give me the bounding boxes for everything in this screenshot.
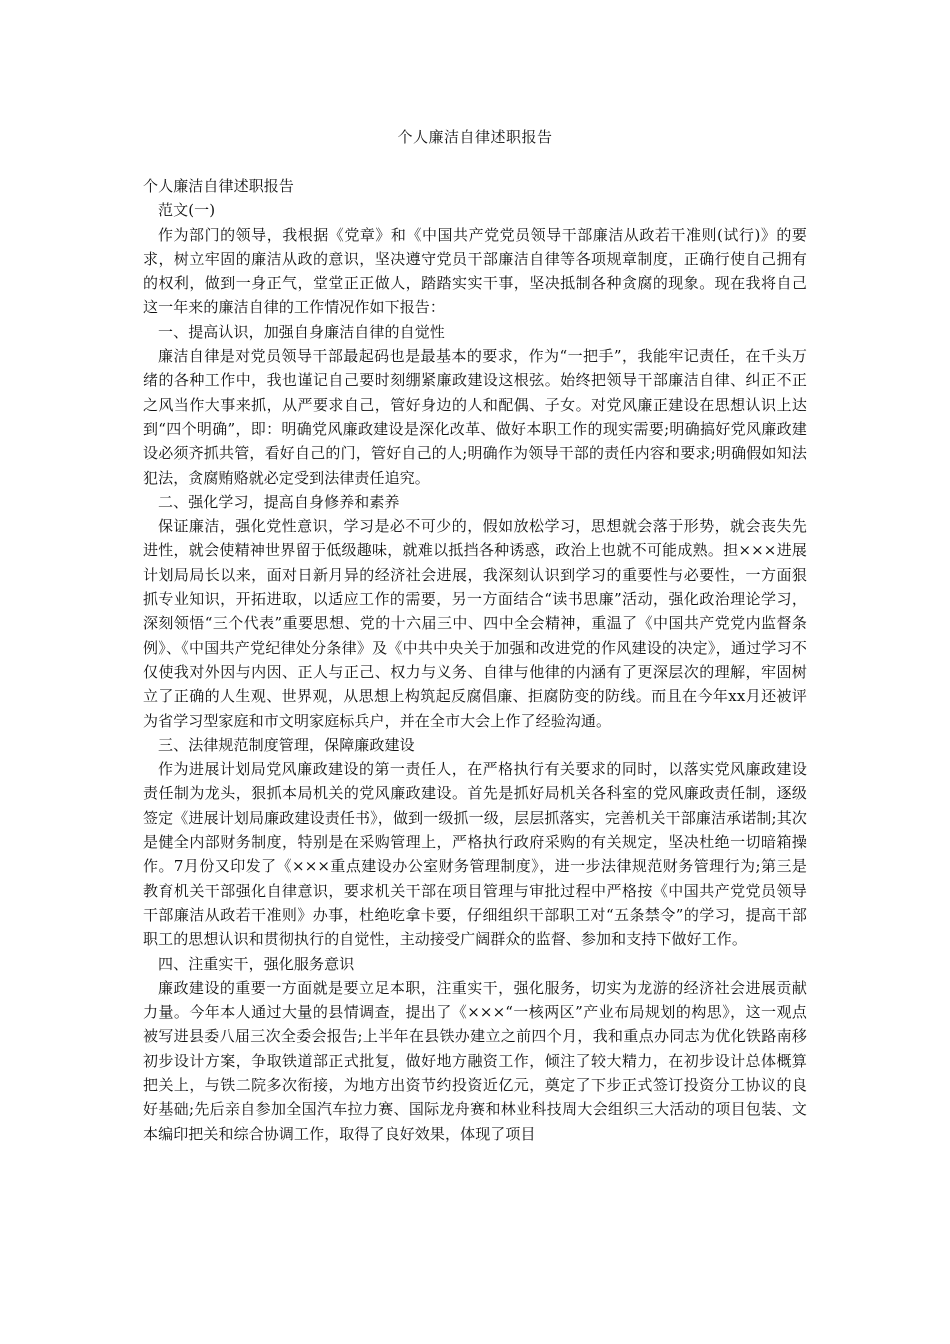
section-heading: 四、注重实干，强化服务意识	[158, 954, 355, 973]
section-body: 廉洁自律是对党员领导干部最起码也是最基本的要求，作为“一把手”，我能牢记责任，在千头万绪的各种工作中，我也谨记自己要时刻绷紧廉政建设这根弦。始终把领导干部廉洁自律、纠正不正之风当作大事来抓，从严要求自己，管好身边的人和配偶、子女。对党风廉正建设在思想认识上达到“四个明确”，即：明确党风廉政建设是深化改革、做好本职工作的现实需要;明确搞好党风廉政建设必须齐抓共管，看好自己的门，管好自己的人;明确作为领导干部的责任内容和要求;明确假如知法犯法，贪腐贿赂就必定受到法律责任追究。	[143, 347, 807, 487]
section-body: 廉政建设的重要一方面就是要立足本职，注重实干，强化服务，切实为龙游的经济社会进展贡献力量。今年本人通过大量的县情调查，提出了《×××“一核两区”产业布局规划的构思》，这一观点被写进县委八届三次全委会报告;上半年在县铁办建立之前四个月，我和重点办同志为优化铁路南移初步设计方案，争取铁道部正式批复，做好地方融资工作，倾注了较大精力，在初步设计总体概算把关上，与铁二院多次衔接，为地方出资节约投资近亿元，奠定了下步正式签订投资分工协议的良好基础;先后亲自参加全国汽车拉力赛、国际龙舟赛和林业科技周大会组织三大活动的项目包装、文本编印把关和综合协调工作，取得了良好效果，体现了项目	[143, 978, 807, 1143]
section-heading: 三、法律规范制度管理，保障廉政建设	[158, 735, 415, 754]
intro-paragraph: 作为部门的领导，我根据《党章》和《中国共产党党员领导干部廉洁从政若干准则(试行)》的要求，树立牢固的廉洁从政的意识，坚决遵守党员干部廉洁自律等各项规章制度，正确行使自己拥有的权利，做到一身正气，堂堂正正做人，踏踏实实干事，坚决抵制各种贪腐的现象。现在我将自己这一年来的廉洁自律的工作情况作如下报告：	[143, 225, 807, 317]
section-heading: 二、强化学习，提高自身修养和素养	[158, 492, 400, 511]
document-title: 个人廉洁自律述职报告	[397, 128, 553, 146]
section-body: 保证廉洁，强化党性意识，学习是必不可少的，假如放松学习，思想就会落于形势，就会丧失先进性，就会使精神世界留于低级趣味，就难以抵挡各种诱惑，政治上也就不可能成熟。担×××进展计划局局长以来，面对日新月异的经济社会进展，我深刻认识到学习的重要性与必要性，一方面狠抓专业知识，开拓进取，以适应工作的需要，另一方面结合“读书思廉”活动，强化政治理论学习，深刻领悟“三个代表”重要思想、党的十六届三中、四中全会精神，重温了《中国共产党党内监督条例》、《中国共产党纪律处分条律》及《中共中央关于加强和改进党的作风建设的决定》，通过学习不仅使我对外因与内因、正人与正己、权力与义务、自律与他律的内涵有了更深层次的理解，牢固树立了正确的人生观、世界观，从思想上构筑起反腐倡廉、拒腐防变的防线。而且在今年xx月还被评为省学习型家庭和市文明家庭标兵户，并在全市大会上作了经验沟通。	[143, 517, 807, 730]
sample-label: 范文(一)	[158, 201, 216, 220]
document-body	[143, 174, 807, 1146]
section-heading: 一、提高认识，加强自身廉洁自律的自觉性	[158, 322, 445, 341]
section-body: 作为进展计划局党风廉政建设的第一责任人，在严格执行有关要求的同时，以落实党风廉政建设责任制为龙头，狠抓本局机关的党风廉政建设。首先是抓好局机关各科室的党风廉政责任制，逐级签定《进展计划局廉政建设责任书》，做到一级抓一级，层层抓落实，完善机关干部廉洁承诺制;其次是健全内部财务制度，特别是在采购管理上，严格执行政府采购的有关规定，坚决杜绝一切暗箱操作。7月份又印发了《×××重点建设办公室财务管理制度》，进一步法律规范财务管理行为;第三是教育机关干部强化自律意识，要求机关干部在项目管理与审批过程中严格按《中国共产党党员领导干部廉洁从政若干准则》办事，杜绝吃拿卡要，仔细组织干部职工对“五条禁令”的学习，提高干部职工的思想认识和贯彻执行的自觉性，主动接受广阔群众的监督、参加和支持下做好工作。	[143, 760, 807, 949]
document-subtitle: 个人廉洁自律述职报告	[143, 177, 295, 195]
